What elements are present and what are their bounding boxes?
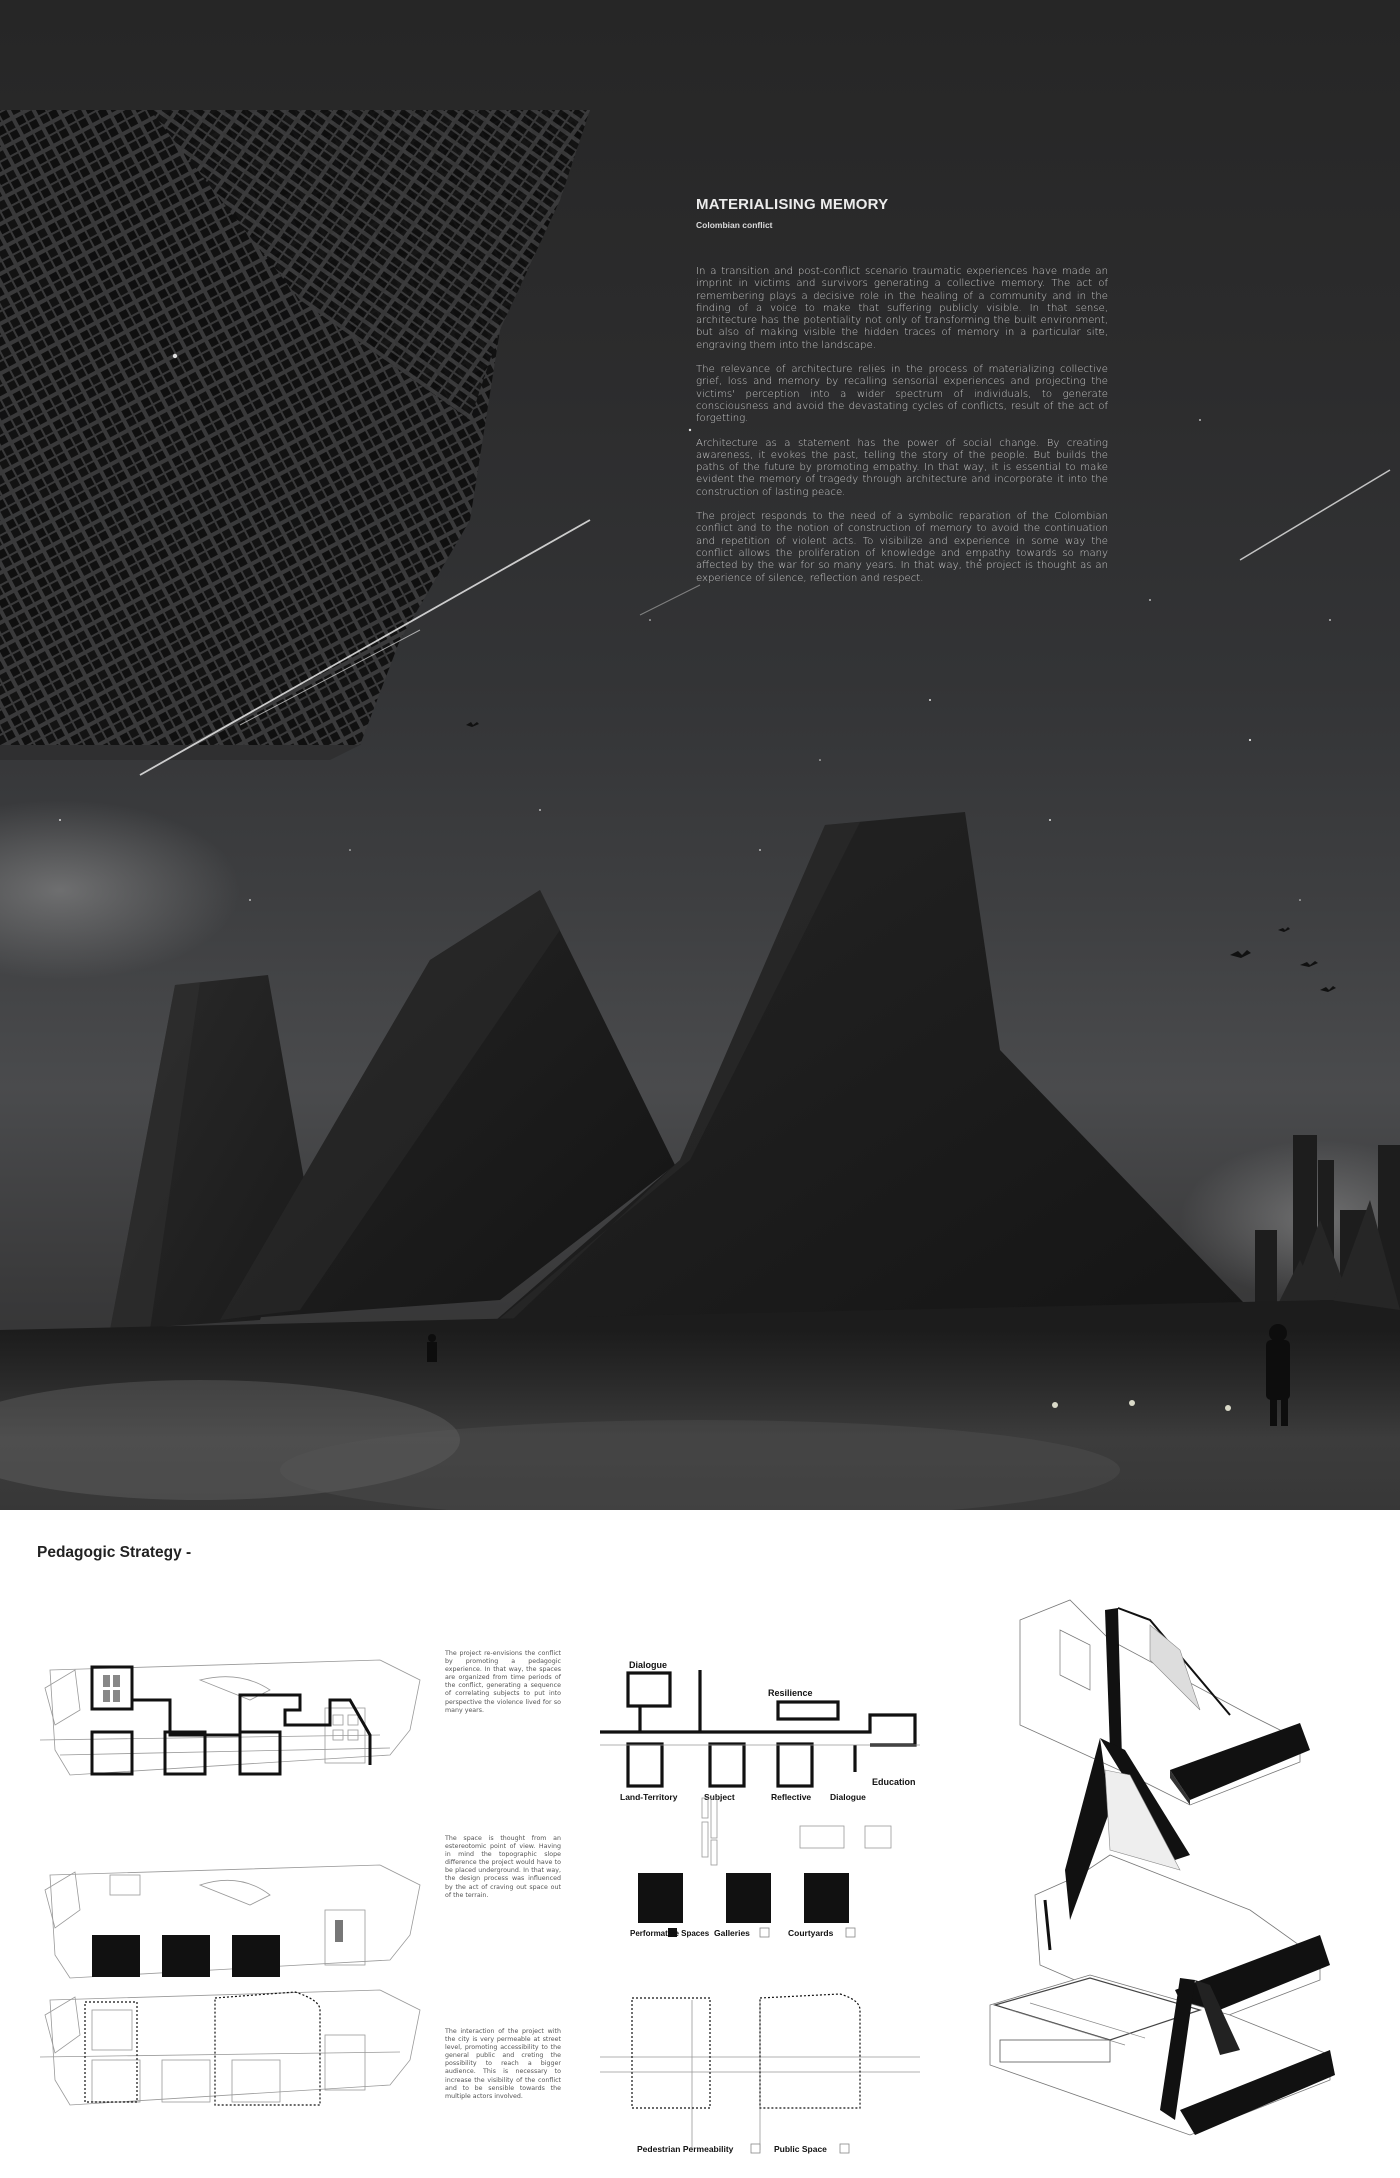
- city-map: [0, 110, 590, 760]
- label-resilience: Resilience: [768, 1688, 813, 1698]
- row1-description: The project re-envisions the conflict by promoting a pedagogic experience. In that way, the spaces are organized from time periods of the conflict, generating a sequence of correlating subjects to put into perspective the violence lived for so many years.: [445, 1650, 561, 1714]
- project-subtitle: Colombian conflict: [696, 220, 773, 230]
- label-land-territory: Land-Territory: [620, 1792, 678, 1802]
- paragraph-2: The relevance of architecture relies in the process of materializing collective grief, loss and memory by recalling sensorial experiences and projecting the victims' perception into a wider spectrum of individuals, to generate consciousness and avoid the devastating cycles of conflicts, result of the act of forgetting.: [696, 364, 1108, 425]
- axonometric-section-3: [990, 1975, 1335, 2135]
- paragraph-4: The project responds to the need of a symbolic reparation of the Colombian conflict and to the notion of construction of memory to avoid the continuation and repetition of violent acts. To visibilize and experience in some way the conflict allows the proliferation of knowledge and empathy towards so many affected by the war for so many years. In that way, the project is thought as an experience of silence, reflection and respect.: [696, 511, 1108, 584]
- pedagogic-strategy-section: [0, 1510, 1400, 2178]
- project-description: [696, 196, 1108, 597]
- axonometric-section-1: [1020, 1600, 1310, 1805]
- plan-row1-path: [92, 1667, 370, 1774]
- project-title: MATERIALISING MEMORY: [696, 196, 889, 213]
- label-education: Education: [872, 1777, 916, 1787]
- plan-row1: [40, 1660, 420, 1775]
- section-title: Pedagogic Strategy -: [37, 1544, 192, 1561]
- label-galleries: Galleries: [714, 1928, 750, 1938]
- label-performative: Performative Spaces: [630, 1929, 710, 1938]
- paragraph-1: In a transition and post-conflict scenario traumatic experiences have made an imprint in victims and survivors generating a collective memory. The act of remembering plays a decisive role in the healing of a community and in the finding of a voice to make that suffering publicly visible. In that sense, architecture has the potentiality not only of transforming the built environment, but also of making visible the hidden traces of memory in a particular site, engraving them into the landscape.: [696, 266, 1108, 351]
- label-dialogue-bottom: Dialogue: [830, 1792, 866, 1802]
- strategy-diagrams: [0, 1510, 1400, 2178]
- permeability-diagram: [600, 1994, 920, 2153]
- label-courtyards: Courtyards: [788, 1928, 834, 1938]
- plan-row3-permeability: [85, 1992, 320, 2105]
- label-dialogue-top: Dialogue: [629, 1660, 668, 1670]
- label-pedestrian: Pedestrian Permeability: [637, 2144, 734, 2154]
- plan-row3: [40, 1990, 420, 2105]
- label-subject: Subject: [704, 1792, 735, 1802]
- plan-row2-fill: [92, 1920, 343, 1977]
- space-typology-diagram: [638, 1798, 891, 1937]
- sequence-diagram: [600, 1670, 915, 1786]
- row3-description: The interaction of the project with the city is very permeable at street level, promoting accessibility to the general public and creting the possibility to reach a bigger audience. This is necessary to increase the visibility of the conflict and to be sensible towards the multiple actors involved.: [445, 2028, 561, 2100]
- label-reflective: Reflective: [771, 1792, 812, 1802]
- paragraph-3: Architecture as a statement has the power of social change. By creating awareness, it evokes the past, telling the story of the people. But builds the paths of the future by promoting empathy. In that way, it is essential to make evident the memory of tragedy through architecture and incorporate it into the construction of lasting peace.: [696, 437, 1108, 498]
- row2-description: The space is thought from an estereotomic point of view. Having in mind the topographic slope difference the project would have to be placed underground. In that way, the design process was influenced by the act of craving out space out of the terrain.: [445, 1835, 561, 1899]
- label-public-space: Public Space: [774, 2144, 827, 2154]
